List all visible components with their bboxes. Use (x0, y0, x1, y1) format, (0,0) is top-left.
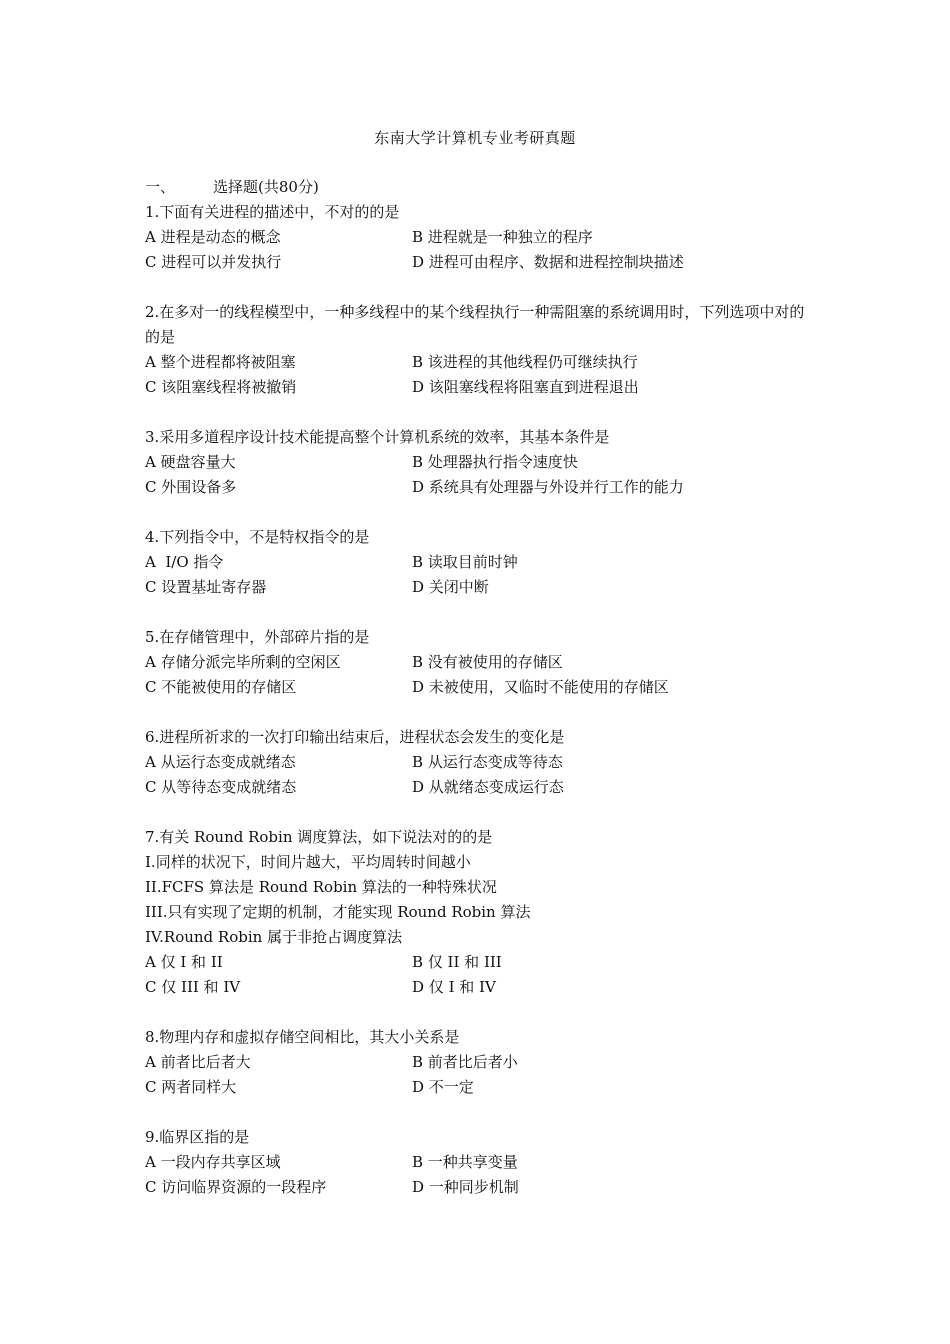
question-7 (145, 825, 810, 1000)
question-text: 1.下面有关进程的描述中，不对的的是 (145, 203, 400, 221)
statement-iii: III.只有实现了定期的机制，才能实现 Round Robin 算法 (145, 903, 531, 921)
option-c: C 进程可以并发执行 (145, 253, 282, 271)
question-9 (145, 1125, 810, 1200)
option-b: B 仅 II 和 III (412, 953, 502, 971)
option-row (145, 375, 810, 400)
option-row (145, 1050, 810, 1075)
option-d: D 系统具有处理器与外设并行工作的能力 (412, 478, 684, 496)
exam-content (145, 175, 810, 1225)
question-2 (145, 300, 810, 400)
statement-ii: II.FCFS 算法是 Round Robin 算法的一种特殊状况 (145, 878, 497, 896)
option-c: C 从等待态变成就绪态 (145, 778, 297, 796)
option-a: A I/O 指令 (145, 553, 224, 571)
option-row (145, 575, 810, 600)
option-b: B 该进程的其他线程仍可继续执行 (412, 353, 638, 371)
option-row (145, 1075, 810, 1100)
option-a: A 仅 I 和 II (145, 953, 223, 971)
option-b: B 没有被使用的存储区 (412, 653, 563, 671)
option-d: D 一种同步机制 (412, 1178, 519, 1196)
option-a: A 前者比后者大 (145, 1053, 251, 1071)
option-b: B 前者比后者小 (412, 1053, 518, 1071)
question-text: 5.在存储管理中，外部碎片指的是 (145, 628, 370, 646)
option-c: C 不能被使用的存储区 (145, 678, 297, 696)
option-b: B 从运行态变成等待态 (412, 753, 563, 771)
option-a: A 整个进程都将被阻塞 (145, 353, 296, 371)
section-title: 选择题(共80分) (213, 178, 319, 196)
option-a: A 存储分派完毕所剩的空闲区 (145, 653, 341, 671)
question-text: 4.下列指令中，不是特权指令的是 (145, 528, 370, 546)
option-b: B 读取目前时钟 (412, 553, 518, 571)
statement-i: I.同样的状况下，时间片越大，平均周转时间越小 (145, 853, 471, 871)
question-text: 6.进程所祈求的一次打印输出结束后，进程状态会发生的变化是 (145, 728, 565, 746)
option-row (145, 350, 810, 375)
section-heading (145, 175, 810, 200)
option-row (145, 250, 810, 275)
question-3 (145, 425, 810, 500)
section-number: 一、 (145, 178, 176, 196)
option-row (145, 975, 810, 1000)
option-d: D 该阻塞线程将阻塞直到进程退出 (412, 378, 639, 396)
option-d: D 进程可由程序、数据和进程控制块描述 (412, 253, 684, 271)
question-6 (145, 725, 810, 800)
option-row (145, 1150, 810, 1175)
question-4 (145, 525, 810, 600)
option-c: C 该阻塞线程将被撤销 (145, 378, 297, 396)
option-row (145, 550, 810, 575)
question-text: 3.采用多道程序设计技术能提高整个计算机系统的效率，其基本条件是 (145, 428, 610, 446)
option-b: B 处理器执行指令速度快 (412, 453, 578, 471)
option-row (145, 775, 810, 800)
option-row (145, 675, 810, 700)
option-d: D 关闭中断 (412, 578, 489, 596)
option-b: B 一种共享变量 (412, 1153, 518, 1171)
option-d: D 仅 I 和 IV (412, 978, 496, 996)
option-a: A 进程是动态的概念 (145, 228, 281, 246)
option-a: A 从运行态变成就绪态 (145, 753, 296, 771)
option-d: D 从就绪态变成运行态 (412, 778, 564, 796)
statement-iv: IV.Round Robin 属于非抢占调度算法 (145, 928, 403, 946)
question-text: 8.物理内存和虚拟存储空间相比，其大小关系是 (145, 1028, 460, 1046)
option-row (145, 225, 810, 250)
option-c: C 仅 III 和 IV (145, 978, 241, 996)
option-c: C 设置基址寄存器 (145, 578, 267, 596)
option-d: D 未被使用，又临时不能使用的存储区 (412, 678, 669, 696)
option-row (145, 750, 810, 775)
option-c: C 外围设备多 (145, 478, 237, 496)
option-row (145, 450, 810, 475)
document-title: 东南大学计算机专业考研真题 (374, 129, 576, 147)
option-b: B 进程就是一种独立的程序 (412, 228, 593, 246)
option-a: A 一段内存共享区域 (145, 1153, 281, 1171)
option-row (145, 950, 810, 975)
question-5 (145, 625, 810, 700)
option-row (145, 650, 810, 675)
option-c: C 访问临界资源的一段程序 (145, 1178, 327, 1196)
question-1 (145, 200, 810, 275)
option-c: C 两者同样大 (145, 1078, 237, 1096)
question-text: 9.临界区指的是 (145, 1128, 250, 1146)
option-row (145, 1175, 810, 1200)
question-text: 2.在多对一的线程模型中，一种多线程中的某个线程执行一种需阻塞的系统调用时，下列选项中对的的是 (145, 303, 805, 346)
option-a: A 硬盘容量大 (145, 453, 236, 471)
option-row (145, 475, 810, 500)
question-text: 7.有关 Round Robin 调度算法，如下说法对的的是 (145, 828, 493, 846)
option-d: D 不一定 (412, 1078, 474, 1096)
question-8 (145, 1025, 810, 1100)
